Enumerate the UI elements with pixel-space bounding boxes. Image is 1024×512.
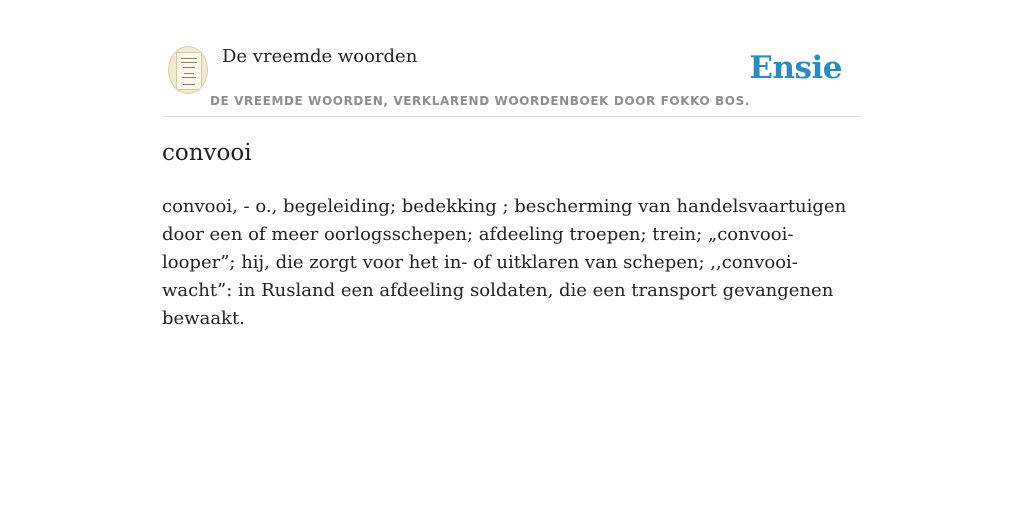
source-header bbox=[162, 40, 862, 117]
cover-text-line bbox=[183, 67, 195, 68]
book-cover-page bbox=[176, 52, 202, 90]
cover-text-line bbox=[184, 73, 194, 74]
entry-definition: convooi, - o., begeleiding; bedekking ; bescherming van handelsvaartuigen door een of meer oorlogsschepen; afdeeling troepen; trein; „convooi-looper”; hij, die zorgt voor het in- of uitklaren van schepen; ,,convooi-wacht”: in Rusland een afdeeling soldaten, die een transport gevangenen bewaakt. bbox=[162, 196, 847, 329]
cover-text-line bbox=[183, 84, 195, 85]
entry-title: convooi bbox=[162, 140, 252, 166]
brand-logo[interactable]: Ensie bbox=[749, 50, 842, 86]
cover-text-line bbox=[182, 77, 196, 78]
book-title-link[interactable]: De vreemde woorden bbox=[222, 46, 418, 67]
book-cover-icon[interactable] bbox=[168, 46, 208, 94]
cover-title-line bbox=[181, 62, 197, 63]
cover-title-line bbox=[181, 58, 197, 59]
book-subtitle: DE VREEMDE WOORDEN, VERKLAREND WOORDENBOEK DOOR FOKKO BOS. bbox=[210, 94, 750, 108]
